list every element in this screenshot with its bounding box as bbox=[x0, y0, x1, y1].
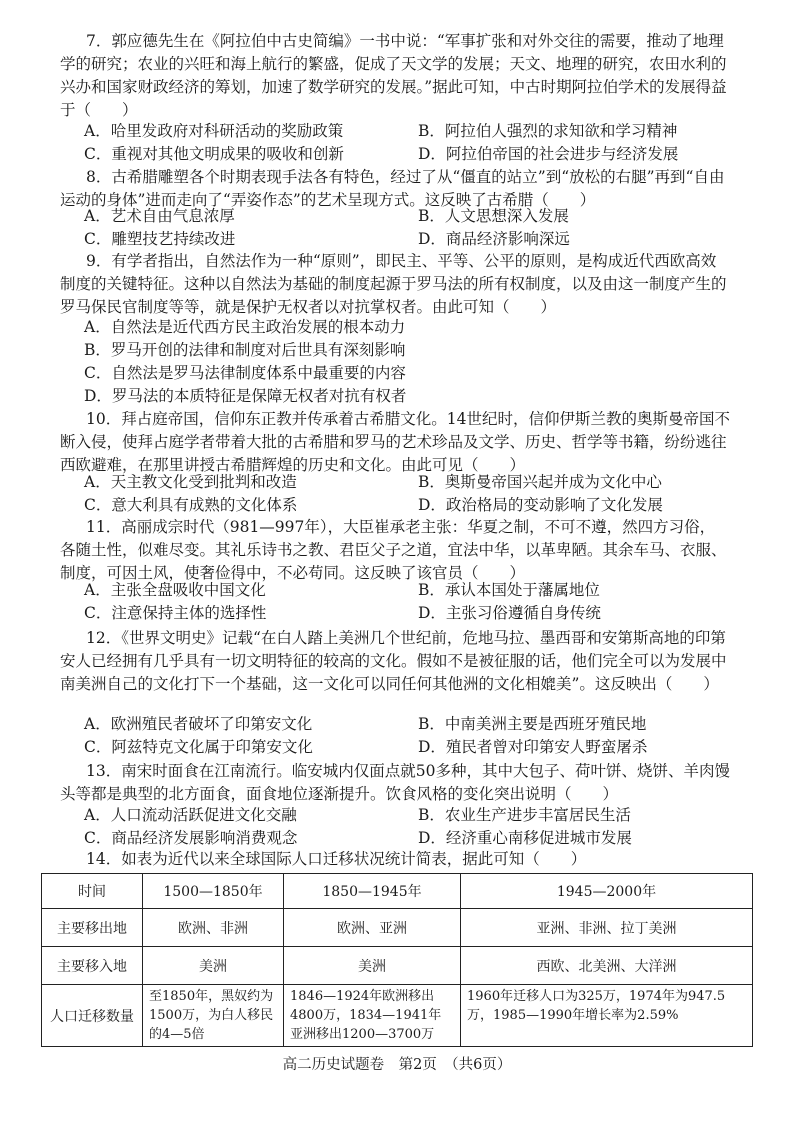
q12-option-c: C．阿兹特克文化属于印第安文化 bbox=[84, 738, 313, 756]
q9-option-b: B．罗马开创的法律和制度对后世具有深刻影响 bbox=[84, 341, 406, 359]
q13-option-a: A．人口流动活跃促进文化交融 bbox=[84, 806, 297, 824]
q11-option-b: B．承认本国处于藩属地位 bbox=[418, 581, 600, 599]
table-row bbox=[42, 947, 753, 985]
q7-option-a: A．哈里发政府对科研活动的奖励政策 bbox=[84, 122, 344, 140]
question-7-options bbox=[84, 120, 724, 166]
table-cell: 人口迁移数量 bbox=[42, 985, 143, 1047]
q9-option-d: D．罗马法的本质特征是保障无权者对抗有权者 bbox=[84, 387, 407, 405]
table-cell: 主要移入地 bbox=[42, 947, 143, 985]
question-9-options bbox=[84, 316, 724, 408]
q8-option-b: B．人文思想深入发展 bbox=[418, 207, 569, 225]
question-9-stem: 9．有学者指出，自然法作为一种“原则”，即民主、平等、公平的原则，是构成近代西欧高效制度的关键特征。这种以自然法为基础的制度起源于罗马法的所有权制度，以及由这一制度产生的罗马保民官制度等等，就是保护无权者以对抗掌权者。由此可知（ ） bbox=[60, 252, 727, 316]
question-12-stem: 12．《世界文明史》记载“在白人踏上美洲几个世纪前，危地马拉、墨西哥和安第斯高地的印第安人已经拥有几乎具有一切文明特征的较高的文化。假如不是被征服的话，他们完全可以为发展中南美洲自己的文化打下一个基础，这一文化可以同任何其他洲的文化相媲美”。这反映出（ ） bbox=[60, 629, 727, 693]
q13-option-c: C．商品经济发展影响消费观念 bbox=[84, 829, 298, 847]
table-header-cell: 1850—1945年 bbox=[284, 874, 461, 909]
table-header-row bbox=[42, 874, 753, 909]
question-14-stem: 14．如表为近代以来全球国际人口迁移状况统计简表，据此可知（ ） bbox=[86, 850, 587, 868]
question-12-options bbox=[84, 713, 724, 759]
page-footer: 高二历史试题卷 第2页 （共6页） bbox=[282, 1057, 512, 1073]
table-row bbox=[42, 909, 753, 947]
table-header-cell: 1500—1850年 bbox=[143, 874, 284, 909]
q9-option-a: A．自然法是近代西方民主政治发展的根本动力 bbox=[84, 318, 406, 336]
table-cell: 美洲 bbox=[143, 947, 284, 985]
table-cell: 1846—1924年欧洲移出4800万，1834—1941年亚洲移出1200—3700万 bbox=[284, 985, 461, 1047]
table-cell: 欧洲、亚洲 bbox=[284, 909, 461, 947]
q10-option-d: D．政治格局的变动影响了文化发展 bbox=[418, 496, 663, 514]
q12-option-d: D．殖民者曾对印第安人野蛮屠杀 bbox=[418, 738, 648, 756]
q9-option-c: C．自然法是罗马法律制度体系中最重要的内容 bbox=[84, 364, 406, 382]
q8-option-a: A．艺术自由气息浓厚 bbox=[84, 207, 235, 225]
q12-option-b: B．中南美洲主要是西班牙殖民地 bbox=[418, 715, 647, 733]
q7-option-c: C．重视对其他文明成果的吸收和创新 bbox=[84, 145, 344, 163]
table-cell: 1960年迁移人口为325万，1974年为947.5万，1985—1990年增长率为2.59% bbox=[461, 985, 753, 1047]
question-13-options bbox=[84, 804, 724, 850]
table-cell: 至1850年，黑奴约为1500万，为白人移民的4—5倍 bbox=[143, 985, 284, 1047]
table-cell: 美洲 bbox=[284, 947, 461, 985]
q10-option-c: C．意大利具有成熟的文化体系 bbox=[84, 496, 298, 514]
q13-option-b: B．农业生产进步丰富居民生活 bbox=[418, 806, 631, 824]
q11-option-d: D．主张习俗遵循自身传统 bbox=[418, 604, 601, 622]
table-header-cell: 时间 bbox=[42, 874, 143, 909]
question-8-options bbox=[84, 205, 724, 251]
q11-option-c: C．注意保持主体的选择性 bbox=[84, 604, 267, 622]
table-header-cell: 1945—2000年 bbox=[461, 874, 753, 909]
q8-option-d: D．商品经济影响深远 bbox=[418, 230, 570, 248]
table-cell: 西欧、北美洲、大洋洲 bbox=[461, 947, 753, 985]
table-cell: 欧洲、非洲 bbox=[143, 909, 284, 947]
question-8-stem: 8．古希腊雕塑各个时期表现手法各有特色，经过了从“僵直的站立”到“放松的右腿”再到“自由运动的身体”进而走向了“弄姿作态”的艺术呈现方式。这反映了古希腊（ ） bbox=[60, 168, 725, 209]
question-13-stem: 13．南宋时面食在江南流行。临安城内仅面点就50多种，其中大包子、荷叶饼、烧饼、羊肉馒头等都是典型的北方面食，面食地位逐渐提升。饮食风格的变化突出说明（ ） bbox=[60, 762, 730, 803]
q10-option-a: A．天主教文化受到批判和改造 bbox=[84, 473, 297, 491]
question-11-stem: 11．高丽成宗时代（981—997年），大臣崔承老主张：华夏之制，不可不遵，然四方习俗，各随土性，似难尽变。其礼乐诗书之教、君臣父子之道，宜法中华，以革卑陋。其余车马、衣服、制度，可因土风，使奢俭得中，不必苟同。这反映了该官员（ ） bbox=[60, 518, 727, 582]
table-row bbox=[42, 985, 753, 1047]
q7-option-d: D．阿拉伯帝国的社会进步与经济发展 bbox=[418, 145, 679, 163]
migration-table bbox=[41, 873, 753, 1047]
question-11-options bbox=[84, 579, 724, 625]
q12-option-a: A．欧洲殖民者破坏了印第安文化 bbox=[84, 715, 313, 733]
q8-option-c: C．雕塑技艺持续改进 bbox=[84, 230, 236, 248]
q10-option-b: B．奥斯曼帝国兴起并成为文化中心 bbox=[418, 473, 662, 491]
q13-option-d: D．经济重心南移促进城市发展 bbox=[418, 829, 632, 847]
question-10-options bbox=[84, 471, 724, 517]
question-7-stem: 7．郭应德先生在《阿拉伯中古史简编》一书中说：“军事扩张和对外交往的需要，推动了地理学的研究；农业的兴旺和海上航行的繁盛，促成了天文学的发展；天文、地理的研究，农田水利的兴办和国家财政经济的筹划，加速了数学研究的发展。”据此可知，中古时期阿拉伯学术的发展得益于（ ） bbox=[60, 32, 727, 119]
q7-option-b: B．阿拉伯人强烈的求知欲和学习精神 bbox=[418, 122, 678, 140]
question-10-stem: 10．拜占庭帝国，信仰东正教并传承着古希腊文化。14世纪时，信仰伊斯兰教的奥斯曼帝国不断入侵，使拜占庭学者带着大批的古希腊和罗马的艺术珍品及文学、历史、哲学等书籍，纷纷逃往西欧避难，在那里讲授古希腊辉煌的历史和文化。由此可见（ ） bbox=[60, 410, 730, 474]
q11-option-a: A．主张全盘吸收中国文化 bbox=[84, 581, 266, 599]
table-cell: 主要移出地 bbox=[42, 909, 143, 947]
table-cell: 亚洲、非洲、拉丁美洲 bbox=[461, 909, 753, 947]
